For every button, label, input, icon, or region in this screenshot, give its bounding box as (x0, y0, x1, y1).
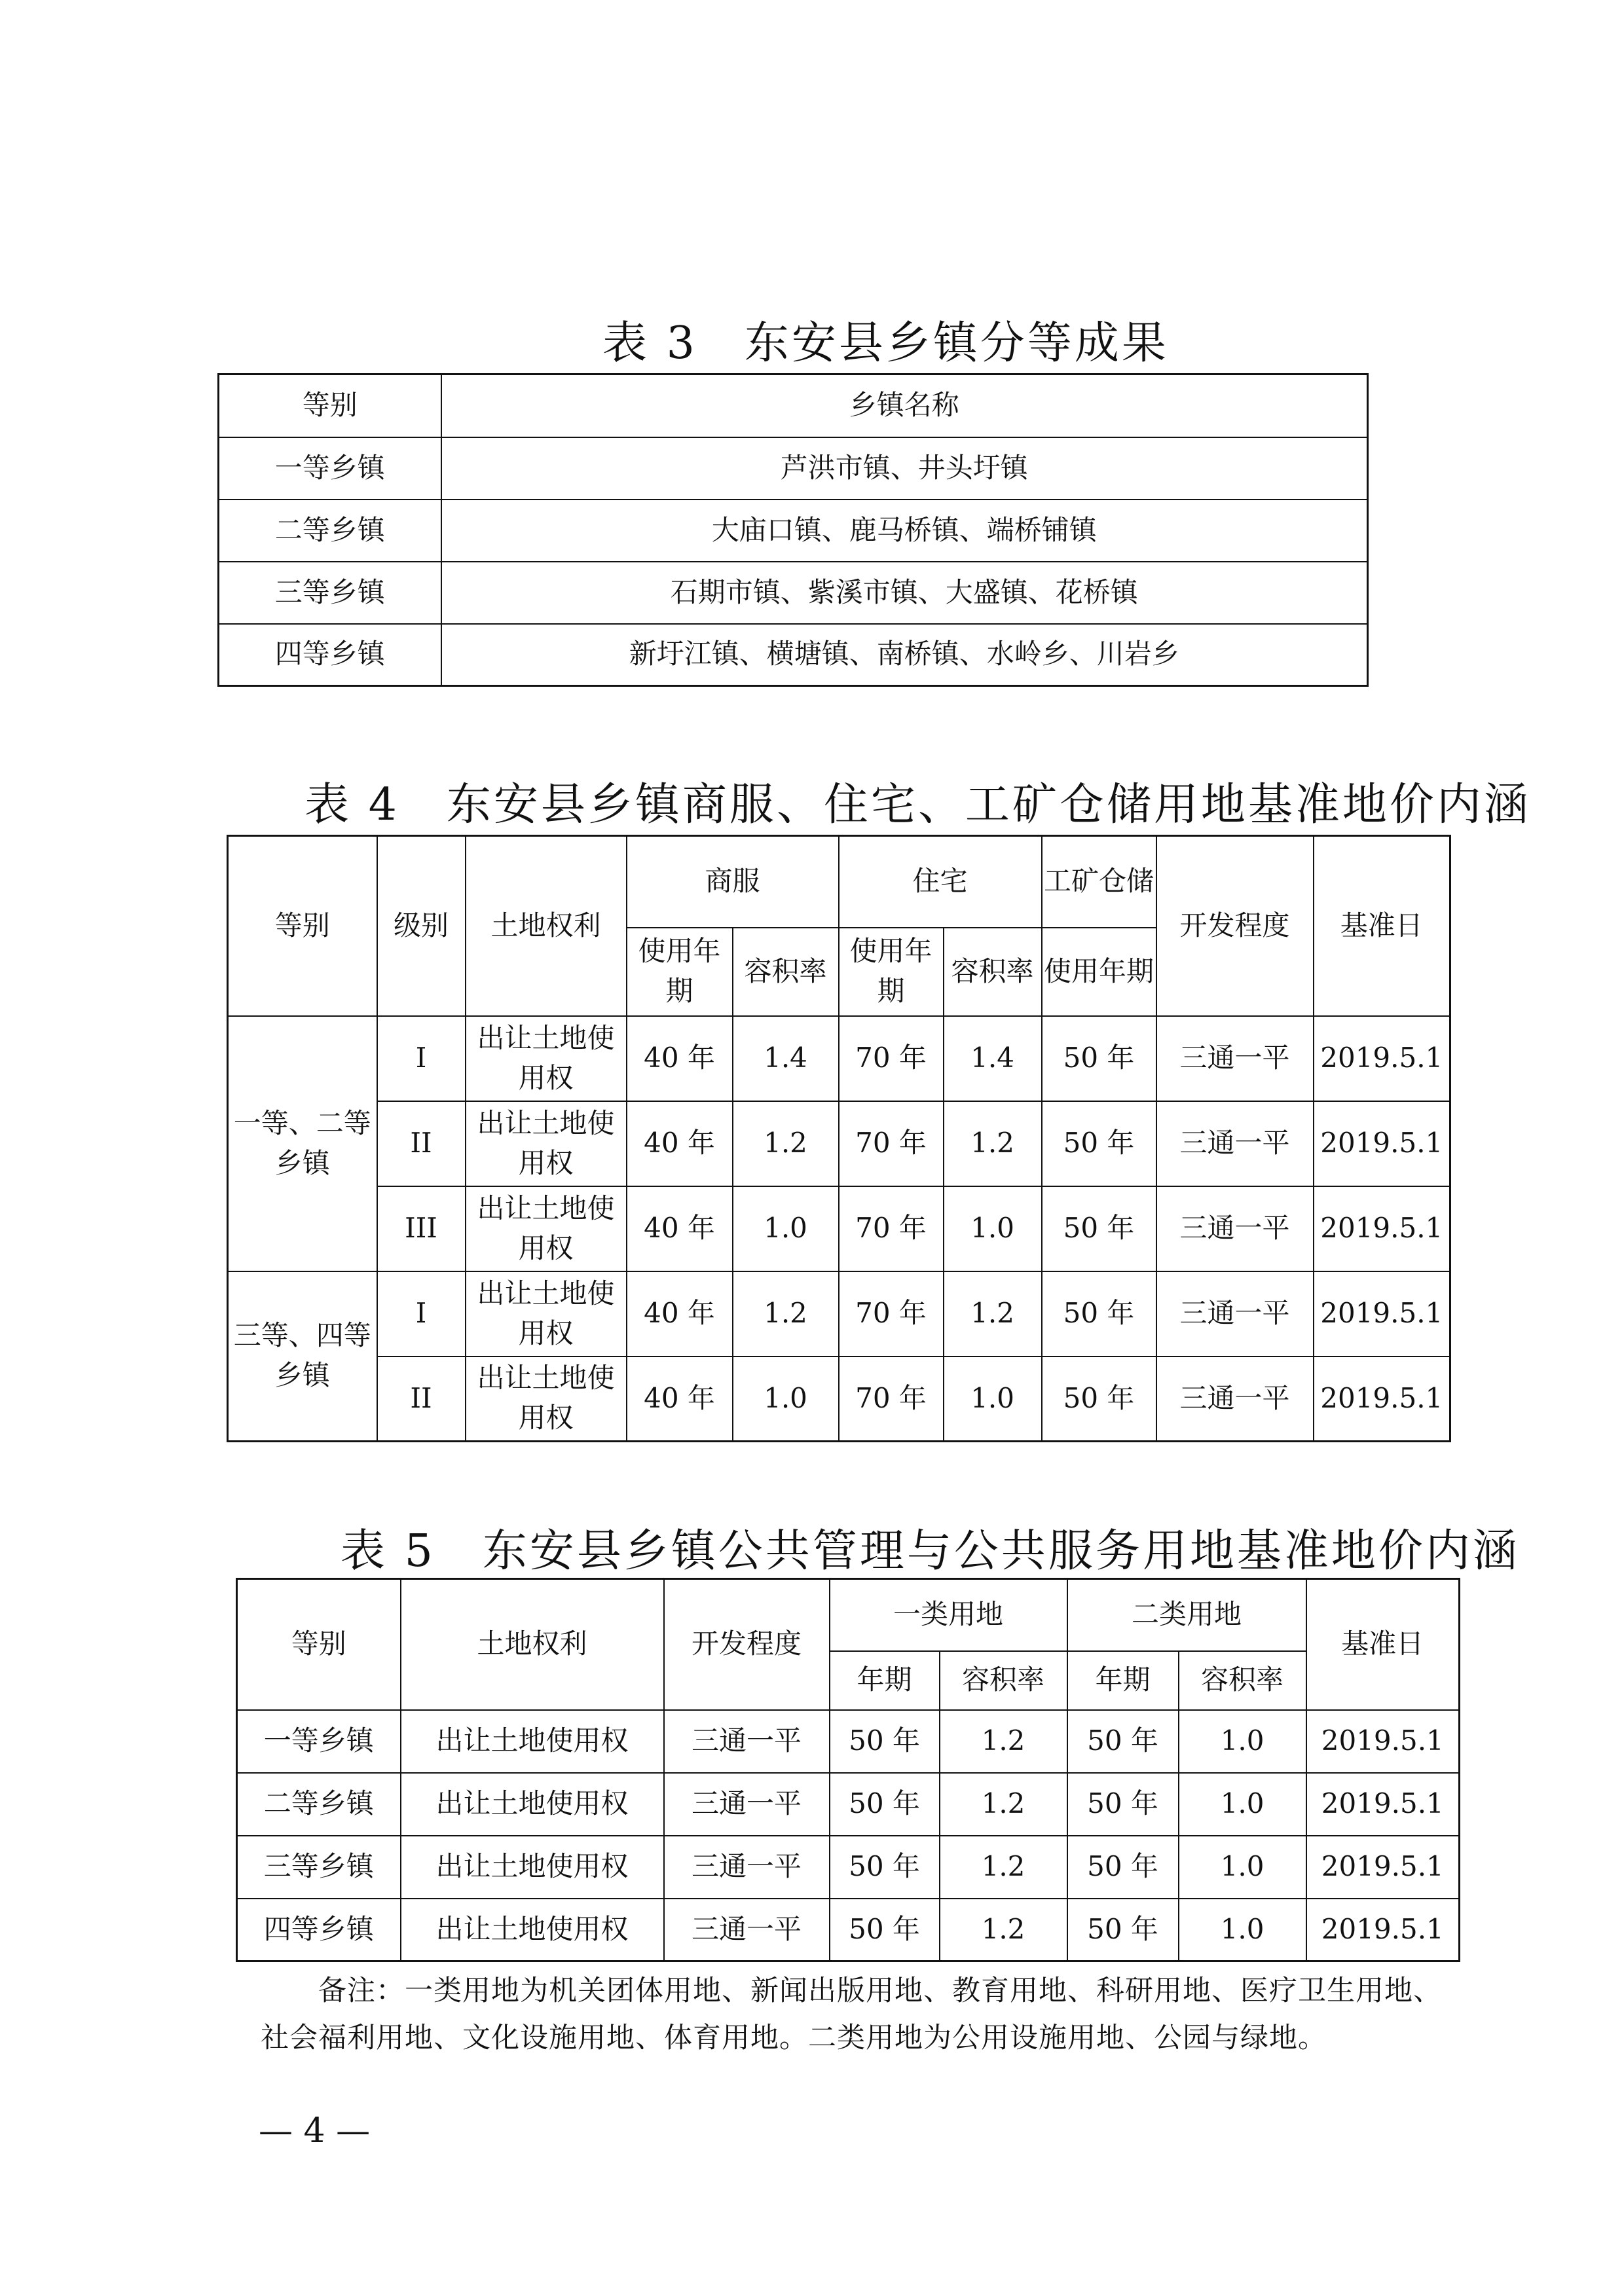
base-date-cell: 2019.5.1 (1314, 1357, 1450, 1442)
development-cell: 三通一平 (1156, 1101, 1314, 1186)
commercial-years-cell: 40 年 (627, 1016, 733, 1101)
development-cell: 三通一平 (664, 1899, 830, 1961)
residential-far-cell: 1.2 (944, 1101, 1042, 1186)
table-row (219, 624, 1368, 686)
header-residential-far: 容积率 (944, 928, 1042, 1016)
table4-title: 表 4 东安县乡镇商服、住宅、工矿仓储用地基准地价内涵 (304, 779, 1531, 831)
grade-cell: 四等乡镇 (237, 1899, 401, 1961)
level-cell: II (377, 1101, 466, 1186)
townships-cell: 新圩江镇、横塘镇、南桥镇、水岭乡、川岩乡 (441, 624, 1368, 686)
development-cell: 三通一平 (1156, 1271, 1314, 1357)
commercial-far-cell: 1.2 (733, 1271, 839, 1357)
grade-cell: 一等乡镇 (219, 437, 441, 500)
header-industrial: 工矿仓储 (1042, 836, 1156, 928)
table-row (228, 1357, 1450, 1442)
class2-far-cell: 1.0 (1179, 1710, 1306, 1773)
development-cell: 三通一平 (1156, 1186, 1314, 1271)
class1-far-cell: 1.2 (940, 1773, 1067, 1836)
header-residential-years: 使用年期 (839, 928, 944, 1016)
table-row (228, 1271, 1450, 1357)
class1-years-cell: 50 年 (830, 1773, 940, 1836)
header-industrial-years: 使用年期 (1042, 928, 1156, 1016)
base-date-cell: 2019.5.1 (1314, 1271, 1450, 1357)
class2-years-cell: 50 年 (1067, 1773, 1179, 1836)
header-level: 级别 (377, 836, 466, 1016)
land-right-cell: 出让土地使用权 (466, 1186, 627, 1271)
land-right-cell: 出让土地使用权 (401, 1773, 664, 1836)
commercial-far-cell: 1.0 (733, 1357, 839, 1442)
land-right-cell: 出让土地使用权 (466, 1101, 627, 1186)
class1-years-cell: 50 年 (830, 1899, 940, 1961)
table-row (219, 562, 1368, 624)
development-cell: 三通一平 (1156, 1016, 1314, 1101)
class1-years-cell: 50 年 (830, 1836, 940, 1899)
class2-years-cell: 50 年 (1067, 1710, 1179, 1773)
header-land-right: 土地权利 (466, 836, 627, 1016)
header-grade: 等别 (219, 374, 441, 437)
class2-far-cell: 1.0 (1179, 1773, 1306, 1836)
table-row (228, 1016, 1450, 1101)
base-date-cell: 2019.5.1 (1314, 1016, 1450, 1101)
header-residential: 住宅 (839, 836, 1042, 928)
commercial-years-cell: 40 年 (627, 1271, 733, 1357)
base-date-cell: 2019.5.1 (1306, 1836, 1460, 1899)
base-date-cell: 2019.5.1 (1306, 1899, 1460, 1961)
grade-cell: 三等、四等乡镇 (228, 1271, 377, 1442)
header-township-names: 乡镇名称 (441, 374, 1368, 437)
land-right-cell: 出让土地使用权 (401, 1836, 664, 1899)
class1-far-cell: 1.2 (940, 1836, 1067, 1899)
table3 (217, 373, 1369, 687)
commercial-years-cell: 40 年 (627, 1101, 733, 1186)
commercial-far-cell: 1.4 (733, 1016, 839, 1101)
commercial-far-cell: 1.0 (733, 1186, 839, 1271)
base-date-cell: 2019.5.1 (1306, 1773, 1460, 1836)
industrial-years-cell: 50 年 (1042, 1186, 1156, 1271)
industrial-years-cell: 50 年 (1042, 1357, 1156, 1442)
table-row (237, 1899, 1460, 1961)
townships-cell: 芦洪市镇、井头圩镇 (441, 437, 1368, 500)
table-row (219, 500, 1368, 562)
development-cell: 三通一平 (664, 1836, 830, 1899)
residential-years-cell: 70 年 (839, 1016, 944, 1101)
industrial-years-cell: 50 年 (1042, 1101, 1156, 1186)
grade-cell: 四等乡镇 (219, 624, 441, 686)
level-cell: II (377, 1357, 466, 1442)
commercial-years-cell: 40 年 (627, 1357, 733, 1442)
class2-years-cell: 50 年 (1067, 1836, 1179, 1899)
header-land-right: 土地权利 (401, 1579, 664, 1710)
table-row (237, 1710, 1460, 1773)
development-cell: 三通一平 (1156, 1357, 1314, 1442)
land-right-cell: 出让土地使用权 (466, 1357, 627, 1442)
header-development: 开发程度 (664, 1579, 830, 1710)
grade-cell: 一等、二等乡镇 (228, 1016, 377, 1271)
table-row (237, 1773, 1460, 1836)
header-development: 开发程度 (1156, 836, 1314, 1016)
residential-years-cell: 70 年 (839, 1271, 944, 1357)
base-date-cell: 2019.5.1 (1306, 1710, 1460, 1773)
commercial-years-cell: 40 年 (627, 1186, 733, 1271)
page-number: — 4 — (259, 2111, 371, 2151)
class2-far-cell: 1.0 (1179, 1899, 1306, 1961)
level-cell: I (377, 1016, 466, 1101)
land-right-cell: 出让土地使用权 (466, 1271, 627, 1357)
class1-far-cell: 1.2 (940, 1899, 1067, 1961)
table5-title: 表 5 东安县乡镇公共管理与公共服务用地基准地价内涵 (341, 1525, 1520, 1577)
grade-cell: 二等乡镇 (219, 500, 441, 562)
grade-cell: 一等乡镇 (237, 1710, 401, 1773)
header-commercial-far: 容积率 (733, 928, 839, 1016)
header-commercial: 商服 (627, 836, 839, 928)
residential-far-cell: 1.2 (944, 1271, 1042, 1357)
level-cell: I (377, 1271, 466, 1357)
grade-cell: 二等乡镇 (237, 1773, 401, 1836)
header-class2: 二类用地 (1067, 1579, 1306, 1651)
residential-years-cell: 70 年 (839, 1186, 944, 1271)
grade-cell: 三等乡镇 (237, 1836, 401, 1899)
header-commercial-years: 使用年期 (627, 928, 733, 1016)
table4 (227, 835, 1451, 1442)
townships-cell: 大庙口镇、鹿马桥镇、端桥铺镇 (441, 500, 1368, 562)
table-row (237, 1836, 1460, 1899)
header-class2-far: 容积率 (1179, 1651, 1306, 1710)
base-date-cell: 2019.5.1 (1314, 1186, 1450, 1271)
land-right-cell: 出让土地使用权 (401, 1899, 664, 1961)
residential-years-cell: 70 年 (839, 1101, 944, 1186)
header-grade: 等别 (237, 1579, 401, 1710)
level-cell: III (377, 1186, 466, 1271)
commercial-far-cell: 1.2 (733, 1101, 839, 1186)
land-right-cell: 出让土地使用权 (466, 1016, 627, 1101)
table-row (228, 1101, 1450, 1186)
header-class2-years: 年期 (1067, 1651, 1179, 1710)
residential-far-cell: 1.4 (944, 1016, 1042, 1101)
class1-far-cell: 1.2 (940, 1710, 1067, 1773)
table5 (236, 1578, 1460, 1962)
townships-cell: 石期市镇、紫溪市镇、大盛镇、花桥镇 (441, 562, 1368, 624)
table-row (228, 1186, 1450, 1271)
header-class1-years: 年期 (830, 1651, 940, 1710)
header-base-date: 基准日 (1306, 1579, 1460, 1710)
industrial-years-cell: 50 年 (1042, 1271, 1156, 1357)
industrial-years-cell: 50 年 (1042, 1016, 1156, 1101)
table-row (219, 437, 1368, 500)
header-class1-far: 容积率 (940, 1651, 1067, 1710)
header-base-date: 基准日 (1314, 836, 1450, 1016)
footnote: 备注：一类用地为机关团体用地、新闻出版用地、教育用地、科研用地、医疗卫生用地、社会福利用地、文化设施用地、体育用地。二类用地为公用设施用地、公园与绿地。 (261, 1975, 1442, 2054)
class1-years-cell: 50 年 (830, 1710, 940, 1773)
residential-far-cell: 1.0 (944, 1357, 1042, 1442)
table3-title: 表 3 东安县乡镇分等成果 (602, 318, 1169, 369)
base-date-cell: 2019.5.1 (1314, 1101, 1450, 1186)
land-right-cell: 出让土地使用权 (401, 1710, 664, 1773)
class2-far-cell: 1.0 (1179, 1836, 1306, 1899)
header-grade: 等别 (228, 836, 377, 1016)
residential-far-cell: 1.0 (944, 1186, 1042, 1271)
grade-cell: 三等乡镇 (219, 562, 441, 624)
development-cell: 三通一平 (664, 1710, 830, 1773)
residential-years-cell: 70 年 (839, 1357, 944, 1442)
class2-years-cell: 50 年 (1067, 1899, 1179, 1961)
development-cell: 三通一平 (664, 1773, 830, 1836)
header-class1: 一类用地 (830, 1579, 1067, 1651)
